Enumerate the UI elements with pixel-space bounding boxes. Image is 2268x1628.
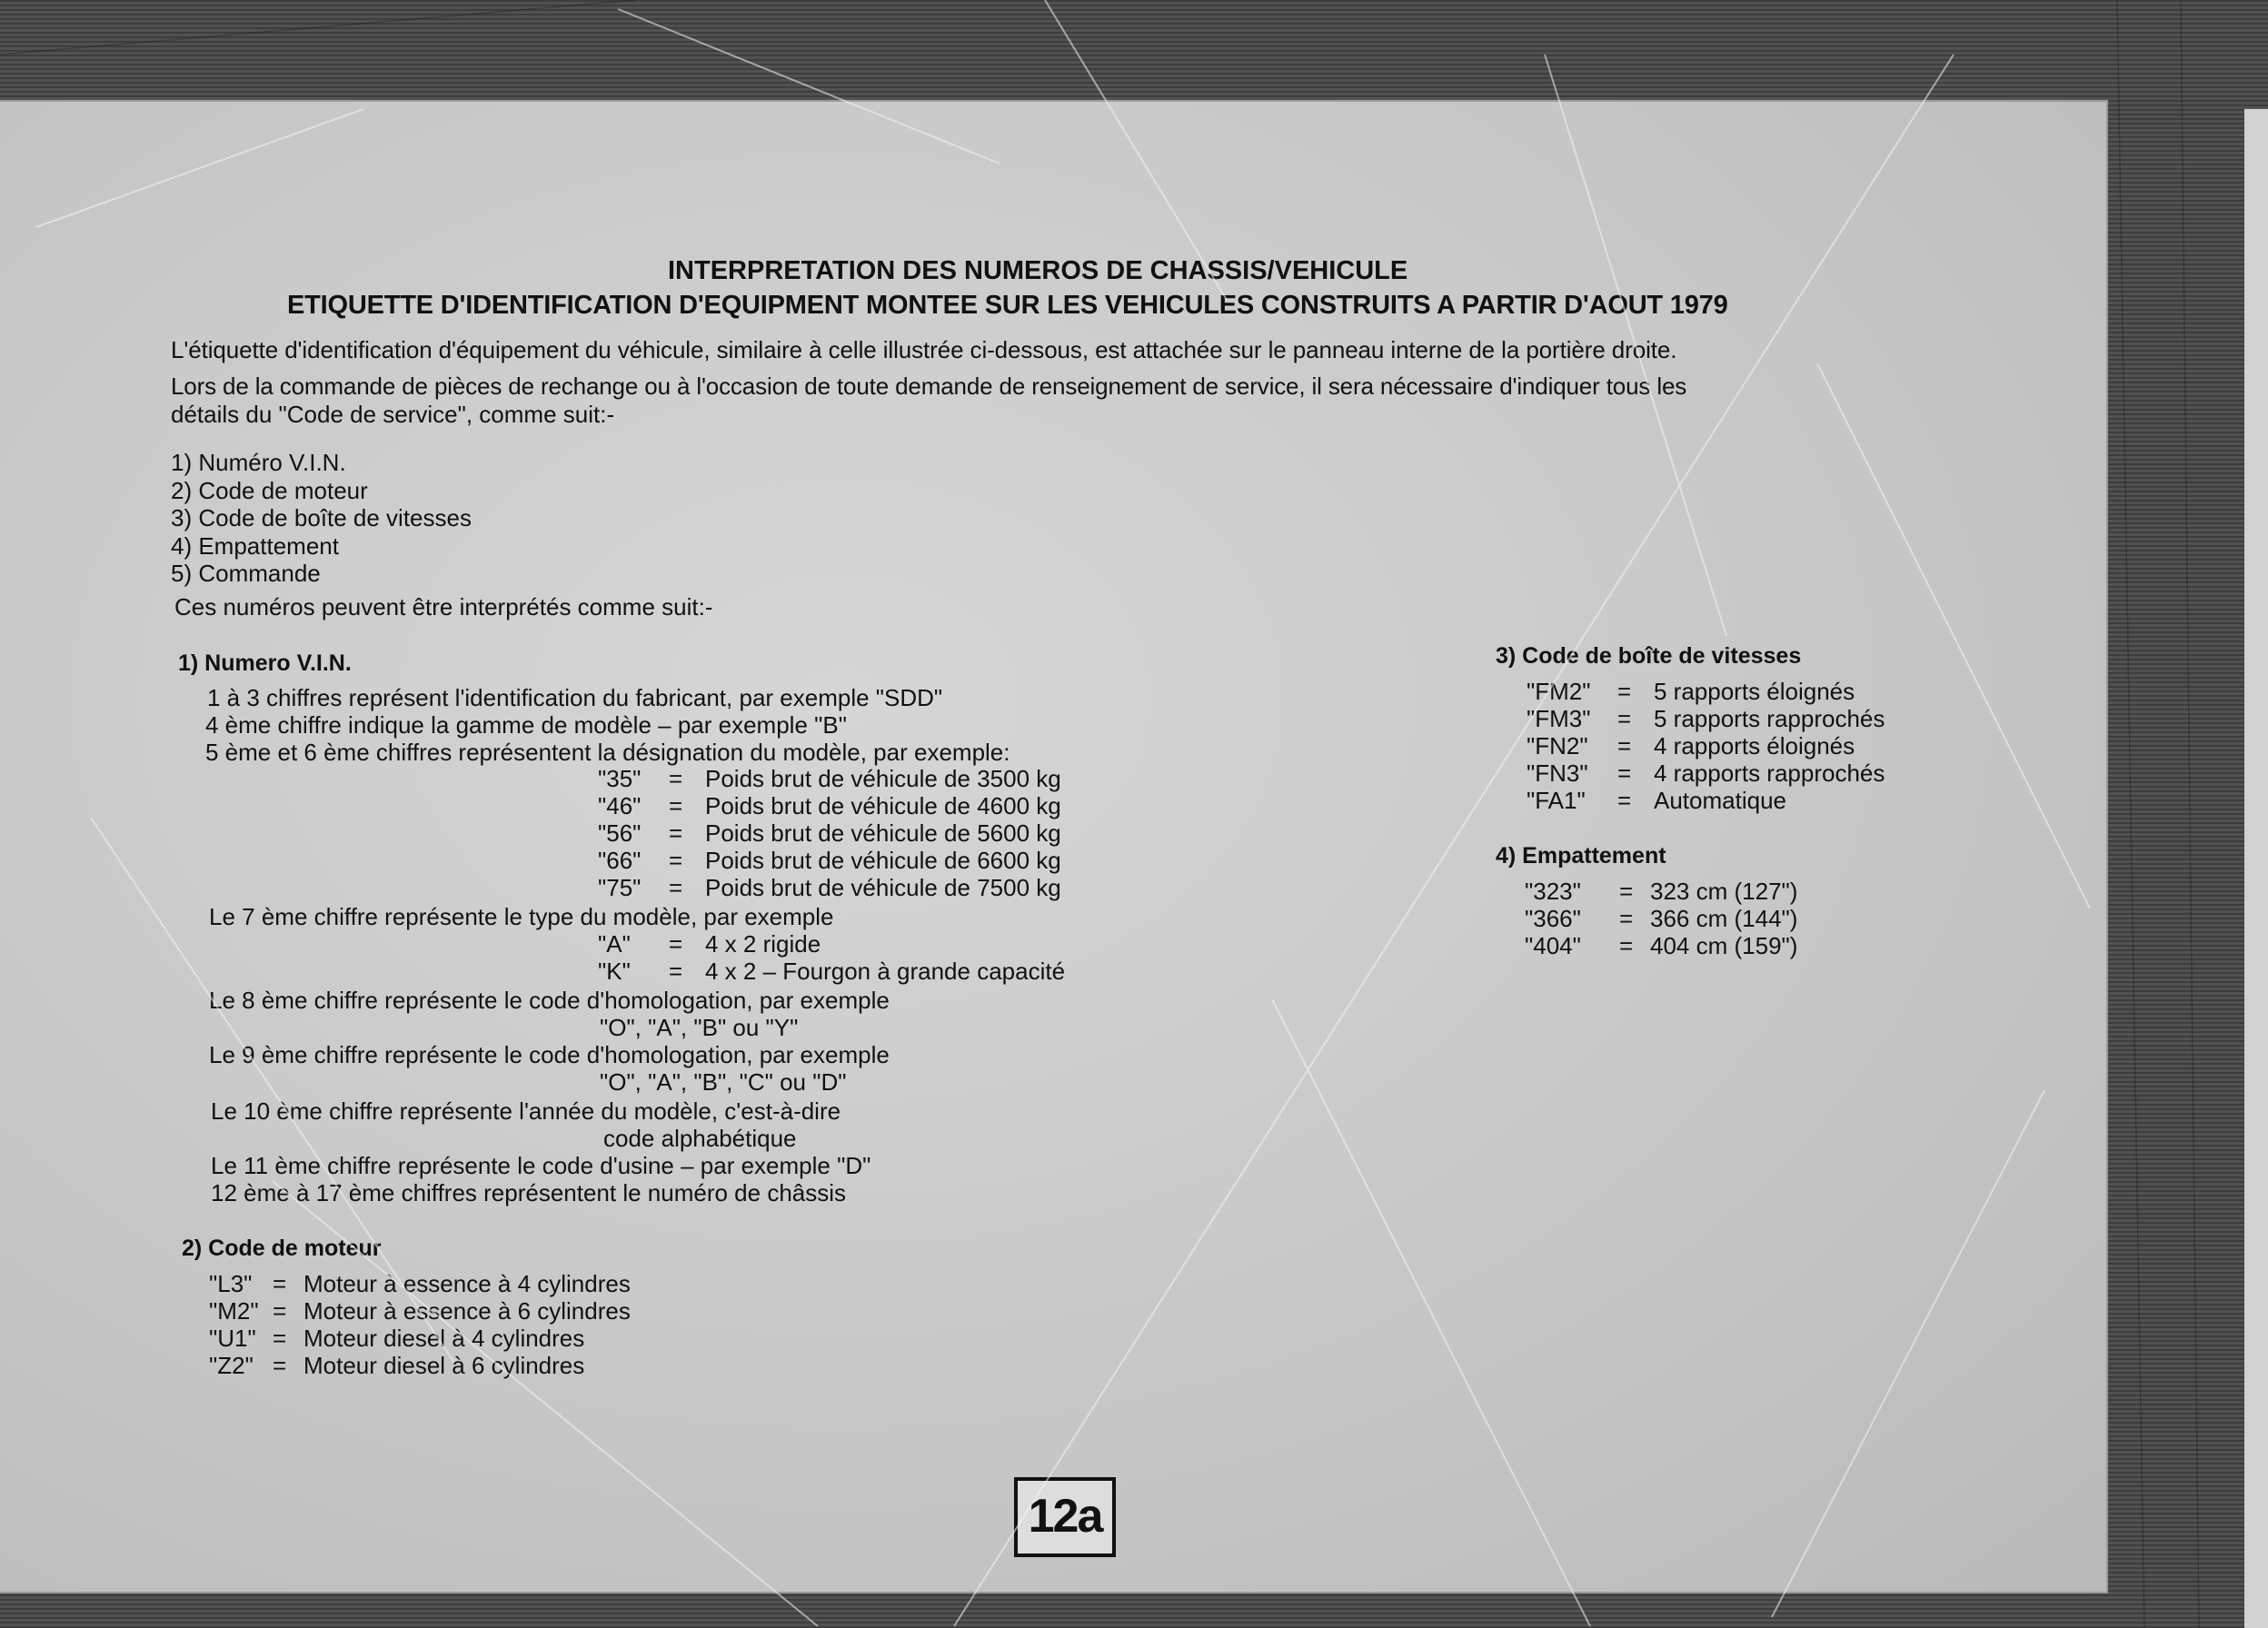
gearbox-description: 4 rapports éloignés	[1654, 732, 1855, 759]
gearbox-code: "FA1"	[1527, 787, 1586, 814]
table-row	[209, 1352, 631, 1379]
weight-code: "75"	[598, 874, 642, 901]
equals-sign: =	[1617, 787, 1632, 814]
table-row	[1527, 705, 1885, 732]
table-row	[598, 847, 1061, 874]
weight-description: Poids brut de véhicule de 7500 kg	[705, 874, 1061, 901]
title-line-2: ETIQUETTE D'IDENTIFICATION D'EQUIPMENT MONTEE SUR LES VEHICULES CONSTRUITS A PARTIR D'AOUT 1979	[287, 291, 1728, 320]
equals-sign: =	[273, 1270, 287, 1297]
document-sheet	[0, 102, 2106, 1592]
table-row	[1525, 932, 1797, 959]
intro-paragraph-2-line-2: détails du "Code de service", comme suit:-	[171, 401, 615, 428]
weight-description: Poids brut de véhicule de 3500 kg	[705, 765, 1061, 792]
wheelbase-code: "366"	[1525, 905, 1581, 932]
type-description: 4 x 2 rigide	[705, 930, 821, 958]
type-code: "A"	[598, 930, 631, 958]
weight-code: "56"	[598, 819, 642, 847]
equals-sign: =	[1617, 678, 1632, 705]
wheelbase-description: 404 cm (159")	[1650, 932, 1798, 959]
engine-code: "M2"	[209, 1297, 259, 1325]
weight-code: "35"	[598, 765, 642, 792]
gearbox-code: "FM3"	[1527, 705, 1591, 732]
table-row	[1525, 905, 1797, 932]
wheelbase-code: "323"	[1525, 878, 1581, 905]
vin-line-10: Le 10 ème chiffre représente l'année du modèle, c'est-à-dire	[211, 1097, 841, 1125]
vin-line-1: 1 à 3 chiffres représent l'identification du fabricant, par exemple "SDD"	[207, 684, 943, 711]
vin-line-9-codes: "O", "A", "B", "C" ou "D"	[600, 1068, 847, 1096]
table-row	[209, 1297, 631, 1325]
table-row	[209, 1325, 631, 1352]
equals-sign: =	[669, 819, 683, 847]
table-row	[1527, 732, 1885, 759]
engine-heading: 2) Code de moteur	[182, 1236, 382, 1261]
wheelbase-description: 323 cm (127")	[1650, 878, 1798, 905]
equals-sign: =	[669, 847, 683, 874]
intro-paragraph-1: L'étiquette d'identification d'équipement du véhicule, similaire à celle illustrée ci-dessous, est attachée sur le panneau interne de la portière droite.	[171, 336, 1677, 363]
title-line-1: INTERPRETATION DES NUMEROS DE CHASSIS/VEHICULE	[668, 256, 1408, 285]
table-row	[598, 874, 1061, 901]
equals-sign: =	[669, 874, 683, 901]
engine-code: "Z2"	[209, 1352, 254, 1379]
adjacent-page-edge	[2244, 109, 2268, 1628]
equals-sign: =	[1619, 905, 1634, 932]
gearbox-code: "FN3"	[1527, 759, 1588, 787]
engine-description: Moteur diesel à 4 cylindres	[303, 1325, 585, 1352]
equals-sign: =	[273, 1297, 287, 1325]
equals-sign: =	[669, 765, 683, 792]
type-description: 4 x 2 – Fourgon à grande capacité	[705, 958, 1066, 985]
table-row	[1527, 759, 1885, 787]
vin-line-8-codes: "O", "A", "B" ou "Y"	[600, 1014, 799, 1041]
vin-line-2: 4 ème chiffre indique la gamme de modèle – par exemple "B"	[205, 711, 847, 739]
engine-code-list	[209, 1270, 631, 1379]
engine-description: Moteur à essence à 6 cylindres	[303, 1297, 631, 1325]
equals-sign: =	[1619, 878, 1634, 905]
equals-sign: =	[273, 1352, 287, 1379]
engine-description: Moteur diesel à 6 cylindres	[303, 1352, 585, 1379]
engine-code: "L3"	[209, 1270, 253, 1297]
weight-code: "66"	[598, 847, 642, 874]
table-row	[598, 930, 1065, 958]
list-item: 3) Code de boîte de vitesses	[171, 504, 472, 531]
weight-code: "46"	[598, 792, 642, 819]
vin-line-9: Le 9 ème chiffre représente le code d'homologation, par exemple	[209, 1041, 890, 1068]
wheelbase-description: 366 cm (144")	[1650, 905, 1798, 932]
vin-heading: 1) Numero V.I.N.	[178, 650, 352, 676]
vin-line-8: Le 8 ème chiffre représente le code d'homologation, par exemple	[209, 987, 890, 1014]
list-item: 2) Code de moteur	[171, 476, 368, 504]
equals-sign: =	[669, 958, 683, 985]
weight-description: Poids brut de véhicule de 4600 kg	[705, 792, 1061, 819]
gearbox-description: 5 rapports éloignés	[1654, 678, 1855, 705]
list-item: 4) Empattement	[171, 531, 339, 560]
equals-sign: =	[273, 1325, 287, 1352]
wheelbase-heading: 4) Empattement	[1496, 843, 1666, 869]
equals-sign: =	[669, 930, 683, 958]
table-row	[598, 765, 1061, 792]
vin-line-10-b: code alphabétique	[603, 1125, 797, 1152]
page-number-badge: 12a	[1014, 1477, 1116, 1557]
gearbox-description: 4 rapports rapprochés	[1654, 759, 1885, 787]
weight-designation-list	[598, 765, 1061, 901]
vin-line-3: 5 ème et 6 ème chiffres représentent la désignation du modèle, par exemple:	[205, 739, 1010, 766]
table-row	[598, 792, 1061, 819]
table-row	[598, 819, 1061, 847]
gearbox-code: "FN2"	[1527, 732, 1588, 759]
list-item: 5) Commande	[171, 560, 321, 587]
gearbox-code: "FM2"	[1527, 678, 1591, 705]
vin-line-12: 12 ème à 17 ème chiffres représentent le numéro de châssis	[211, 1179, 847, 1206]
equals-sign: =	[1617, 732, 1632, 759]
gearbox-description: Automatique	[1654, 787, 1786, 814]
weight-description: Poids brut de véhicule de 5600 kg	[705, 819, 1061, 847]
table-row	[209, 1270, 631, 1297]
gearbox-description: 5 rapports rapprochés	[1654, 705, 1885, 732]
engine-code: "U1"	[209, 1325, 256, 1352]
equals-sign: =	[669, 792, 683, 819]
type-code: "K"	[598, 958, 631, 985]
equals-sign: =	[1617, 759, 1632, 787]
table-row	[1525, 878, 1797, 905]
list-item: 1) Numéro V.I.N.	[171, 449, 346, 476]
wheelbase-code-list	[1525, 878, 1797, 959]
vin-line-7: Le 7 ème chiffre représente le type du modèle, par exemple	[209, 903, 834, 930]
table-row	[598, 958, 1065, 985]
equals-sign: =	[1619, 932, 1634, 959]
weight-description: Poids brut de véhicule de 6600 kg	[705, 847, 1061, 874]
gearbox-code-list	[1527, 678, 1885, 814]
intro-closing: Ces numéros peuvent être interprétés comme suit:-	[174, 593, 713, 620]
gearbox-heading: 3) Code de boîte de vitesses	[1496, 643, 1802, 669]
intro-paragraph-2-line-1: Lors de la commande de pièces de rechange ou à l'occasion de toute demande de renseignement de service, il sera nécessaire d'indiquer tous les	[171, 372, 1687, 400]
vin-line-11: Le 11 ème chiffre représente le code d'usine – par exemple "D"	[211, 1152, 871, 1179]
model-type-list	[598, 930, 1065, 985]
table-row	[1527, 787, 1885, 814]
service-code-list	[171, 449, 472, 588]
equals-sign: =	[1617, 705, 1632, 732]
engine-description: Moteur à essence à 4 cylindres	[303, 1270, 631, 1297]
wheelbase-code: "404"	[1525, 932, 1581, 959]
table-row	[1527, 678, 1885, 705]
